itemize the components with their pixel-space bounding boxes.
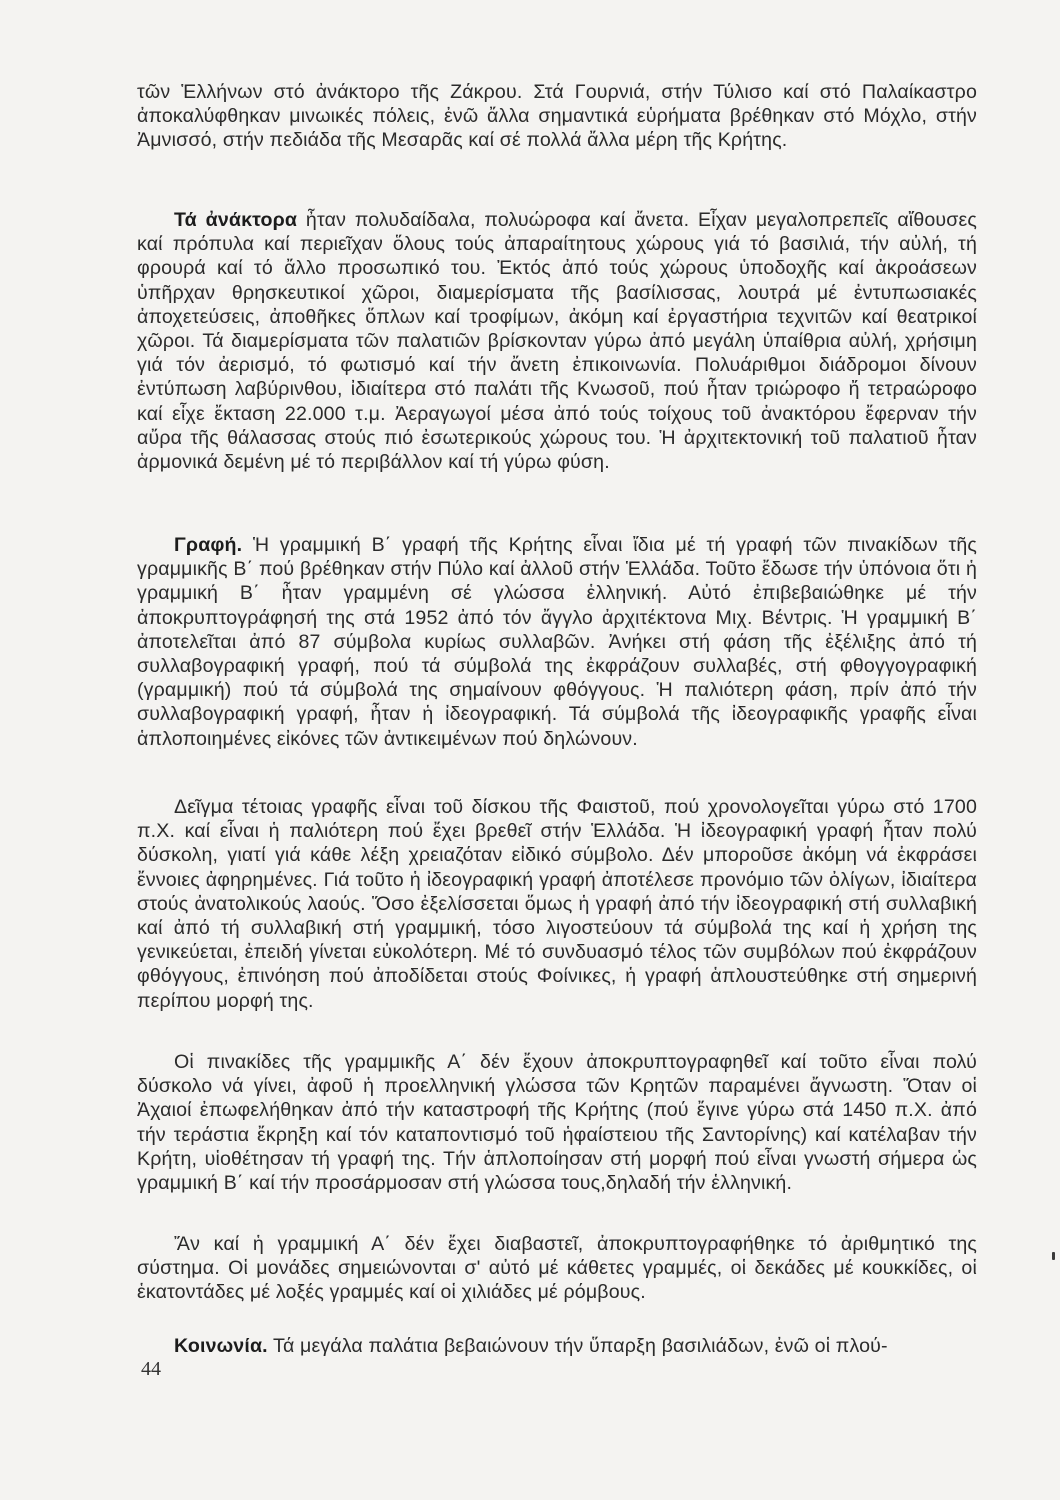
paragraph-body xyxy=(137,1334,977,1358)
paragraph-intro-continuation xyxy=(137,80,977,153)
paragraph-text: Οἱ πινακίδες τῆς γραμμικῆς Α΄ δέν ἔχουν ἀποκρυπτογραφηθεῖ καί τοῦτο εἶναι πολύ δύσκολο νά γίνει, ἀφοῦ ἡ προελληνική γλώσσα τῶν Κρητῶν παραμένει ἄγνωστη. Ὅταν οἱ Ἀχαιοί ἐπωφελήθηκαν ἀπό τήν καταστροφή τῆς Κρήτης (πού ἔγινε γύρω στά 1450 π.Χ. ἀπό τήν τεράστια ἔκρηξη καί τόν καταποντισμό τοῦ ἡφαίστειου τῆς Σαντορίνης) καί κατέλαβαν τήν Κρήτη, υἱοθέτησαν τή γραφή της. Τήν ἁπλοποίησαν στή μορφή πού εἶναι γνωστή σήμερα ὡς γραμμική Β΄ καί τήν προσάρμοσαν στή γλώσσα τους,δηλαδή τήν ἑλληνική. xyxy=(137,1051,977,1195)
section-heading-palaces: Τά ἀνάκτορα xyxy=(174,209,298,231)
page-number: 44 xyxy=(141,1358,161,1380)
paragraph-text: Δεῖγμα τέτοιας γραφῆς εἶναι τοῦ δίσκου τῆς Φαιστοῦ, πού χρονολογεῖται γύρω στό 1700 π.Χ. καί εἶναι ἡ παλιότερη πού ἔχει βρεθεῖ στήν Ἑλλάδα. Ἡ ἰδεογραφική γραφή ἦταν πολύ δύσκολη, γιατί γιά κάθε λέξη χρειαζόταν εἰδικό σύμβολο. Δέν μποροῦσε ἀκόμη νά ἐκφράσει ἔννοιες ἀφηρημένες. Γιά τοῦτο ἡ ἰδεογραφική γραφή ἀποτέλεσε προνόμιο τῶν ὀλίγων, ἰδιαίτερα στούς ἀνατολικούς λαούς. Ὅσο ἐξελίσσεται ὅμως ἡ γραφή ἀπό τήν ἰδεογραφική στή συλλαβική καί ἀπό τή συλλαβική στή γραμμική, τόσο λιγοστεύουν τά σύμβολά της καί ἡ χρήση της γενικεύεται, ἐπειδή γίνεται εὐκολότερη. Μέ τό συνδυασμό τέλος τῶν συμβόλων πού ἐκφράζουν φθόγγους, ἐπινόηση πού ἀποδίδεται στούς Φοίνικες, ἡ γραφή ἁπλουστεύθηκε στή σημερινή περίπου μορφή της. xyxy=(137,796,977,1012)
paragraph-text: ἦταν πολυδαίδαλα, πολυώροφα καί ἄνετα. Εἶχαν μεγαλοπρεπεῖς αἴθουσες καί πρόπυλα καί περιεῖχαν ὅλους τούς ἀπαραίτητους χώρους γιά τό βασιλιά, τήν αὐλή, τή φρουρά καί τό ἄλλο προσωπικό του. Ἐκτός ἀπό τούς χώρους ὑποδοχῆς καί ἀκροάσεων ὑπῆρχαν θρησκευτικοί χῶροι, διαμερίσματα τῆς βασίλισσας, λουτρά μέ ἐντυπωσιακές ἀποχετεύσεις, ἀποθῆκες ὅπλων καί τροφίμων, ἀκόμη καί ἐργαστήρια τεχνιτῶν καί θεατρικοί χῶροι. Τά διαμερίσματα τῶν παλατιῶν βρίσκονταν γύρω ἀπό μεγάλη ὑπαίθρια αὐλή, χρήσιμη γιά τόν ἀερισμό, τό φωτισμό καί τήν ἄνετη ἐπικοινωνία. Πολυάριθμοι διάδρομοι δίνουν ἐντύπωση λαβύρινθου, ἰδιαίτερα στό παλάτι τῆς Κνωσοῦ, πού ἦταν τριώροφο ἤ τετραώροφο καί εἶχε ἔκταση 22.000 τ.μ. Ἀεραγωγοί μέσα ἀπό τούς τοίχους τοῦ ἀνακτόρου ἔφερναν τήν αὔρα τῆς θάλασσας στούς πιό ἐσωτερικούς χώρους του. Ἡ ἀρχιτεκτονική τοῦ παλατιοῦ ἦταν ἁρμονικά δεμένη μέ τό περιβάλλον καί τή γύρω φύση. xyxy=(137,209,977,474)
section-heading-society: Κοινωνία. xyxy=(174,1335,268,1357)
paragraph-palaces xyxy=(137,208,977,474)
paragraph-text: τῶν Ἑλλήνων στό ἀνάκτορο τῆς Ζάκρου. Στά Γουρνιά, στήν Τύλισο καί στό Παλαίκαστρο ἀποκαλύφθηκαν μινωικές πόλεις, ἐνῶ ἄλλα σημαντικά εὑρήματα βρέθηκαν στό Μόχλο, στήν Ἀμνισσό, στήν πεδιάδα τῆς Μεσαρᾶς καί σέ πολλά ἄλλα μέρη τῆς Κρήτης. xyxy=(137,81,977,152)
paragraph-body xyxy=(137,208,977,474)
paragraph-text: Ἄν καί ἡ γραμμική Α΄ δέν ἔχει διαβαστεῖ, ἀποκρυπτογραφήθηκε τό ἀριθμητικό της σύστημα. Οἱ μονάδες σημειώνονται σ' αὐτό μέ κάθετες γραμμές, οἱ δεκάδες μέ κουκκίδες, οἱ ἑκατοντάδες μέ λοξές γραμμές καί οἱ χιλιάδες μέ ρόμβους. xyxy=(137,1233,977,1304)
paragraph-body xyxy=(137,533,977,751)
paragraph-text: Τά μεγάλα παλάτια βεβαιώνουν τήν ὕπαρξη βασιλιάδων, ἐνῶ οἱ πλού- xyxy=(267,1335,888,1357)
paragraph-text: Ἡ γραμμική Β΄ γραφή τῆς Κρήτης εἶναι ἴδια μέ τή γραφή τῶν πινακίδων τῆς γραμμικῆς Β΄ πού βρέθηκαν στήν Πύλο καί ἀλλοῦ στήν Ἑλλάδα. Τοῦτο ἔδωσε τήν ὑπόνοια ὅτι ἡ γραμμική Β΄ ἦταν γραμμένη σέ γλώσσα ἑλληνική. Αὐτό ἐπιβεβαιώθηκε μέ τήν ἀποκρυπτογράφησή της στά 1952 ἀπό τόν ἄγγλο ἀρχιτέκτονα Μιχ. Βέντρις. Ἡ γραμμική Β΄ ἀποτελεῖται ἀπό 87 σύμβολα κυρίως συλλαβῶν. Ἀνήκει στή φάση τῆς ἐξέλιξης ἀπό τή συλλαβογραφική γραφή, πού τά σύμβολά της ἐκφράζουν συλλαβές, στή φθογγογραφική (γραμμική) πού τά σύμβολά της σημαίνουν φθόγγους. Ἡ παλιότερη φάση, πρίν ἀπό τήν συλλαβογραφική γραφή, ἦταν ἡ ἰδεογραφική. Τά σύμβολά τῆς ἰδεογραφικῆς γραφῆς εἶναι ἁπλοποιημένες εἰκόνες τῶν ἀντικειμένων πού δηλώνουν. xyxy=(137,534,977,750)
paragraph-society xyxy=(137,1334,977,1358)
section-heading-writing: Γραφή. xyxy=(174,534,243,556)
paragraph-numerals xyxy=(137,1232,977,1305)
paragraph-writing xyxy=(137,533,977,751)
margin-mark xyxy=(1052,1252,1055,1260)
paragraph-phaistos-disc xyxy=(137,795,977,1013)
paragraph-linear-a xyxy=(137,1050,977,1195)
